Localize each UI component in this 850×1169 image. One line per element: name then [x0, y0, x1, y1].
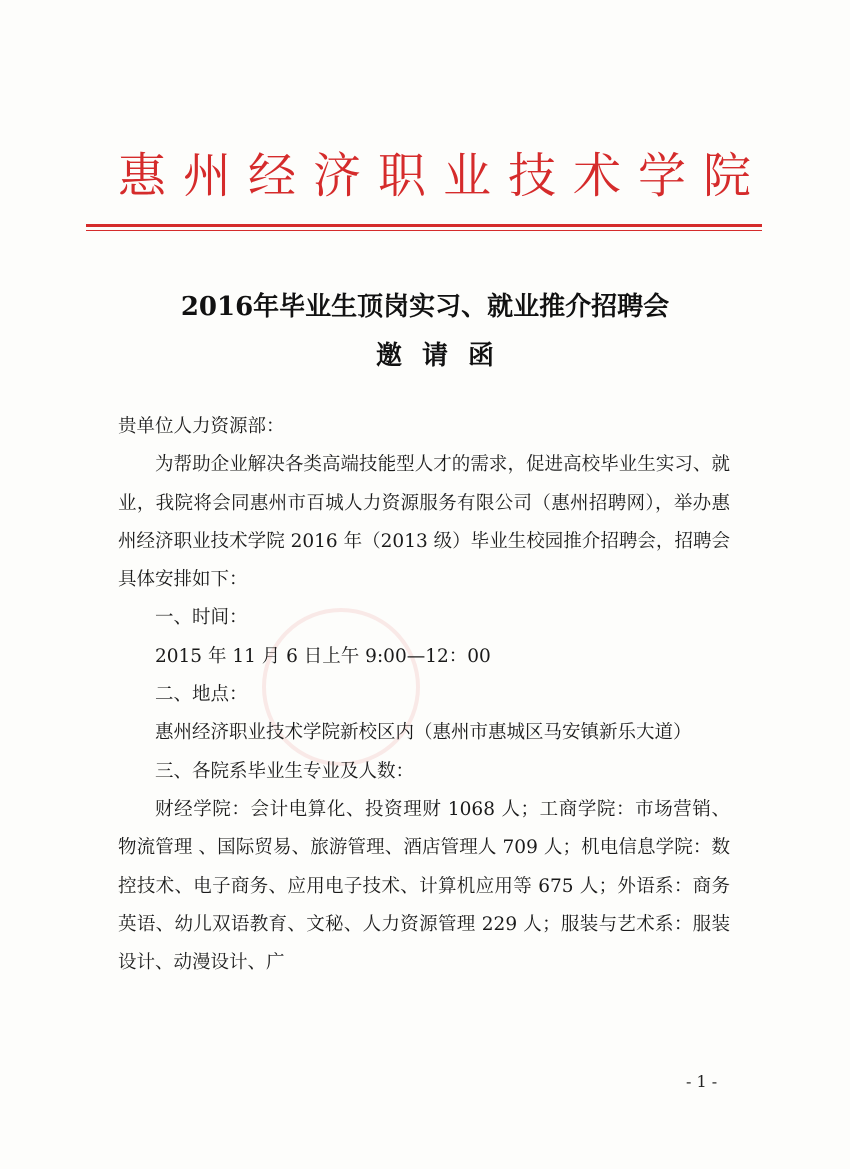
- document-title: 2016年毕业生顶岗实习、就业推介招聘会: [180, 292, 670, 322]
- page-number: - 1 -: [686, 1072, 718, 1091]
- section-majors-text: 财经学院：会计电算化、投资理财 1068 人；工商学院：市场营销、物流管理 、国际贸易、旅游管理、酒店管理人 709 人；机电信息学院：数控技术、电子商务、应用电子技术、计算机应用等 675 人；外语系：商务英语、幼儿双语教育、文秘、人力资源管理 229 人；服装与艺术系：服装设计、动漫设计、广: [118, 798, 730, 974]
- document-subtitle: 邀请函: [375, 341, 514, 371]
- salutation: 贵单位人力资源部：: [118, 416, 285, 437]
- letter-body: [118, 408, 730, 982]
- section-time-heading: 一、时间：: [155, 607, 248, 629]
- letterhead-rule-thin: [86, 230, 762, 231]
- section-venue-heading: 二、地点：: [155, 684, 248, 706]
- section-venue-text: 惠州经济职业技术学院新校区内（惠州市惠城区马安镇新乐大道）: [155, 722, 692, 744]
- letterhead-rule-thick: [86, 224, 762, 227]
- section-majors-heading: 三、各院系毕业生专业及人数：: [155, 760, 415, 782]
- intro-paragraph: 为帮助企业解决各类高端技能型人才的需求，促进高校毕业生实习、就业，我院将会同惠州市百城人力资源服务有限公司（惠州招聘网），举办惠州经济职业技术学院 2016 年（2013 级）毕业生校园推介招聘会，招聘会具体安排如下：: [118, 454, 730, 591]
- institution-letterhead: 惠州经济职业技术学院: [118, 148, 769, 204]
- section-time-text: 2015 年 11 月 6 日上午 9:00—12：00: [155, 645, 491, 667]
